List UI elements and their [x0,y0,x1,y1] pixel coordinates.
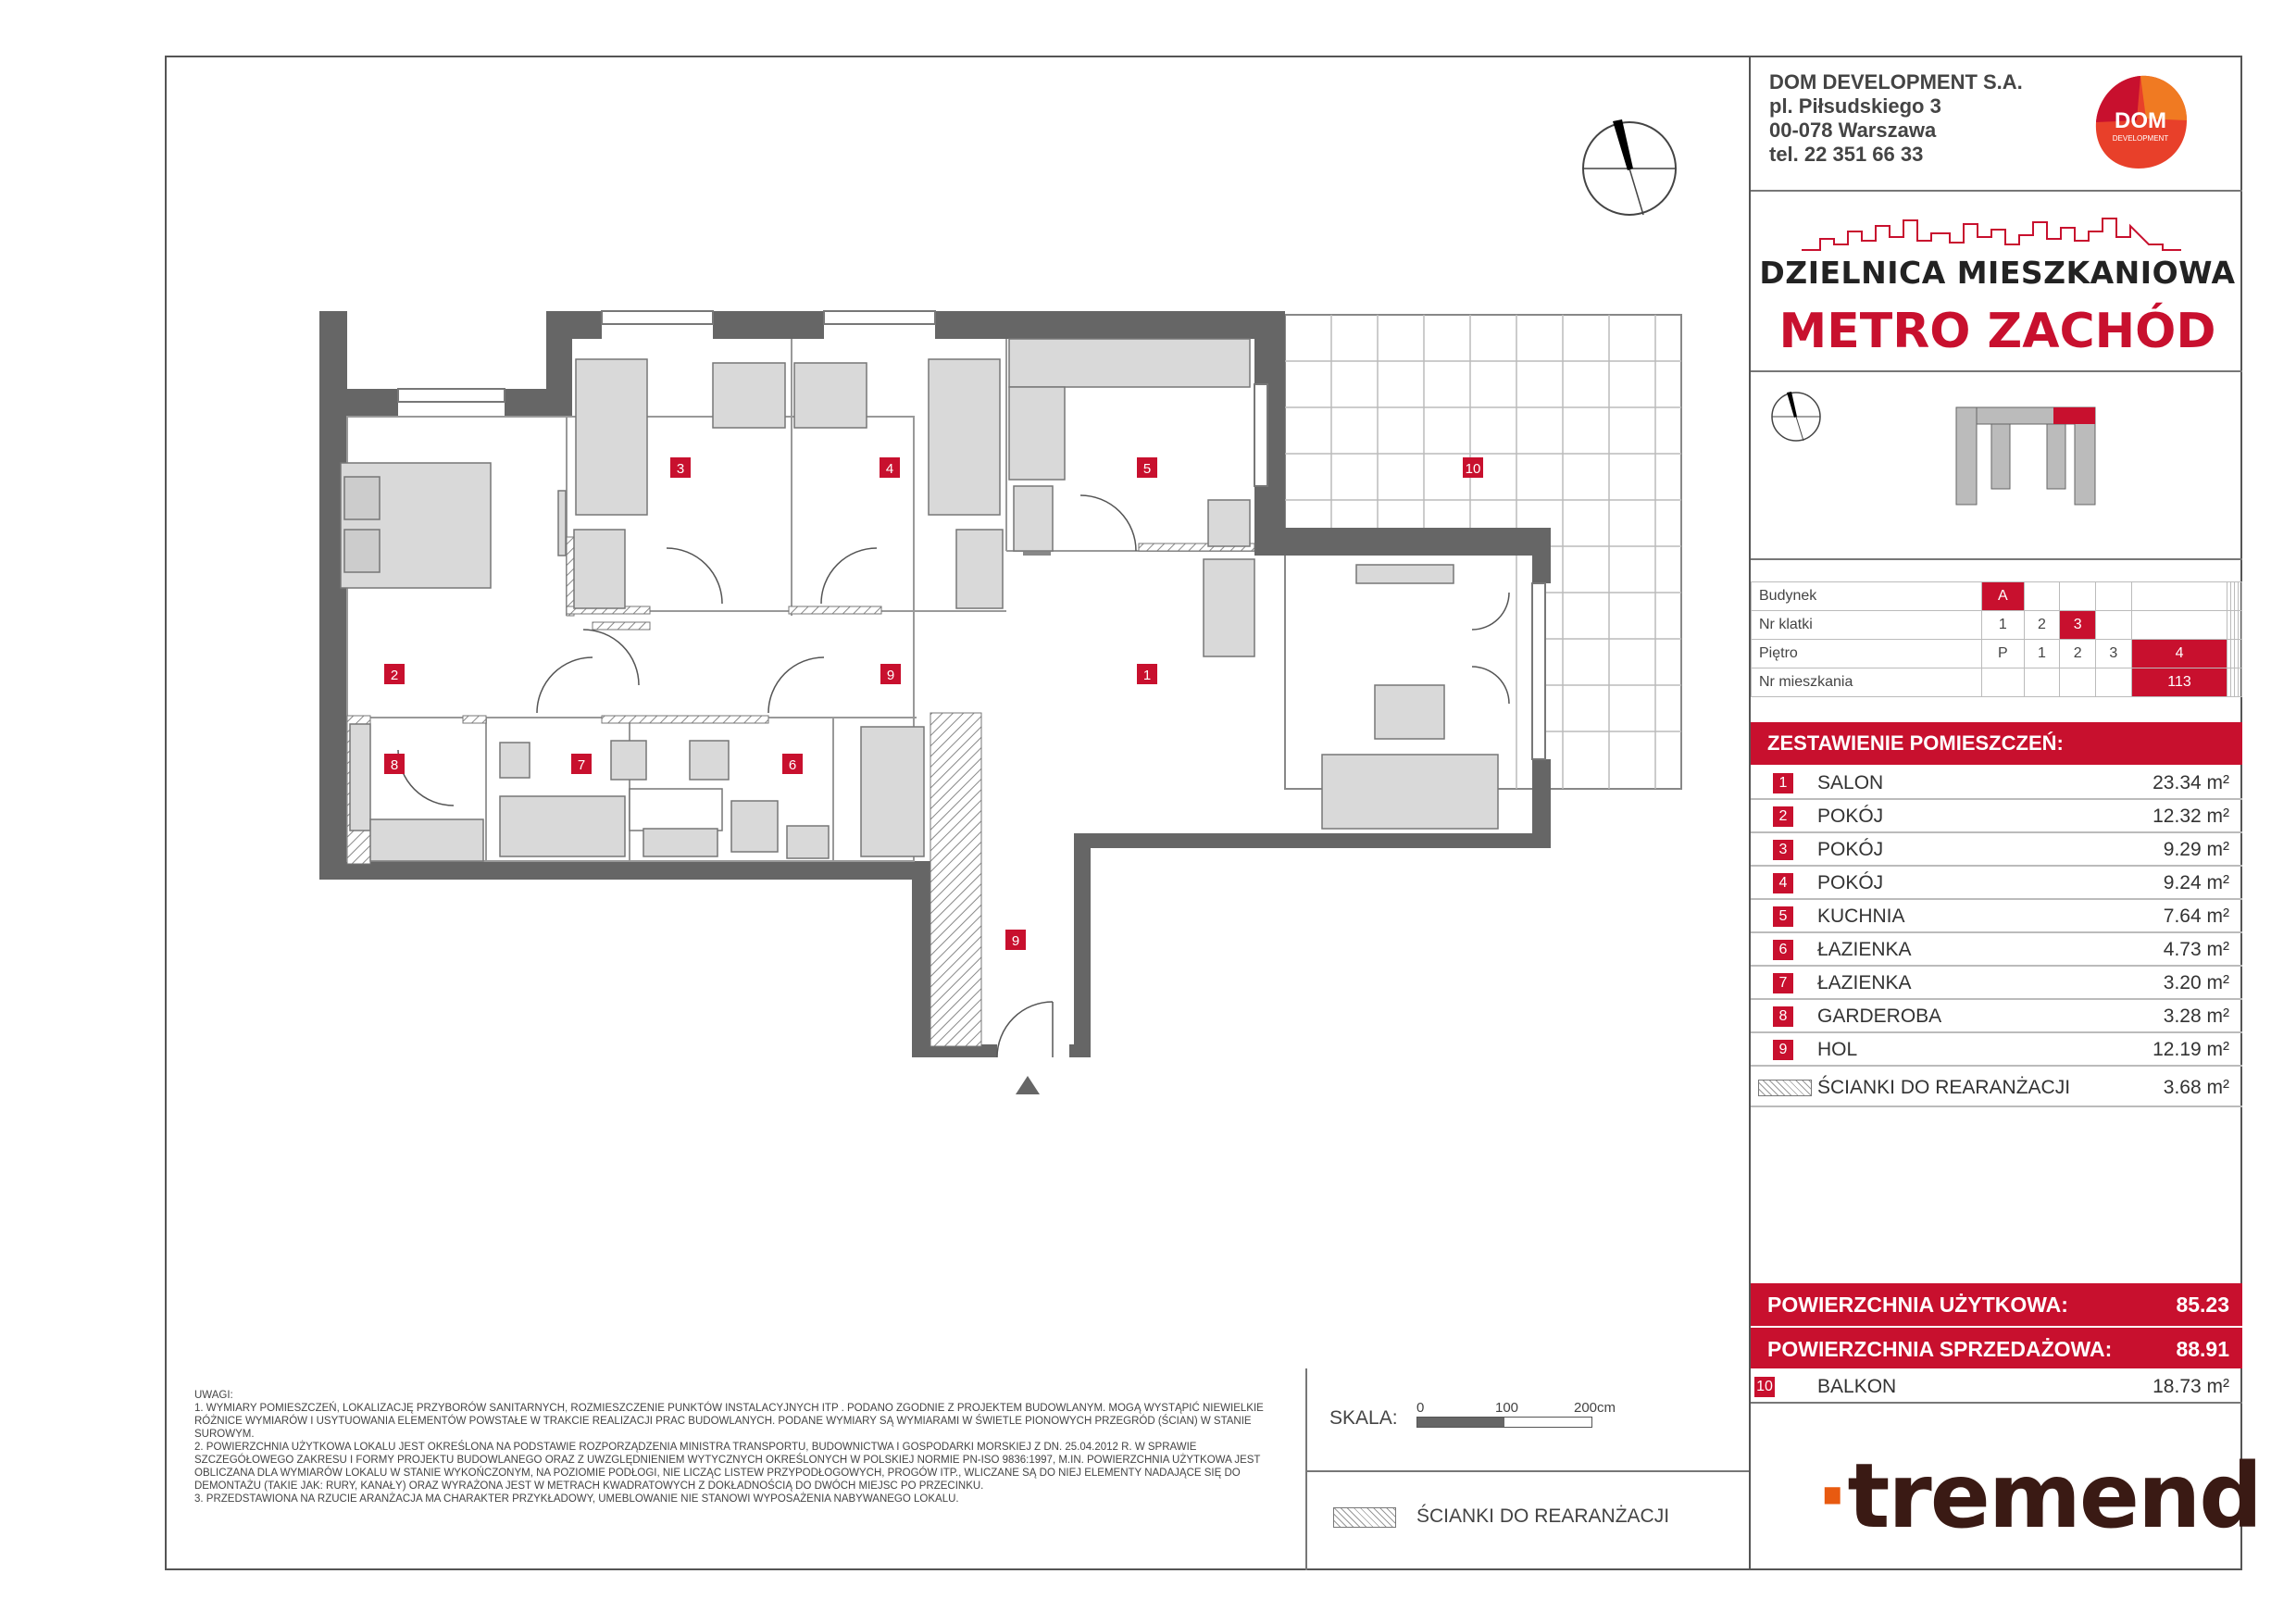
room-num: 2 [1773,806,1793,827]
room-row [1751,833,2242,867]
project-title-line2: METRO ZACHÓD [1778,304,2216,359]
room-num: 1 [1773,773,1793,793]
room-area: 4.73 m² [2163,939,2229,960]
room-row [1751,800,2242,833]
divider [1751,558,2242,560]
room-label-9: 9 [886,668,895,683]
scale-tick-0: 0 [1416,1400,1425,1416]
room-label-8: 8 [390,757,399,773]
info-row-building [1752,582,2242,611]
rearrangeable-partitions [347,537,1254,1046]
room-area: 9.24 m² [2163,872,2229,893]
room-row [1751,1000,2242,1033]
tremend-logo-text: tremend [1847,1444,2262,1548]
room-label-6: 6 [788,757,797,773]
room-area: 12.19 m² [2152,1039,2229,1060]
room-name: ŁAZIENKA [1817,972,1912,993]
apartment-info-table [1751,581,2242,697]
scale-tick-200: 200cm [1574,1400,1616,1416]
company-name: DOM DEVELOPMENT S.A. [1769,70,2023,94]
company-info [1769,70,2023,167]
room-area: 9.29 m² [2163,839,2229,860]
compass-icon [1583,119,1676,215]
room-row [1751,1033,2242,1067]
info-cell: 1 [1982,611,2025,640]
info-cell: 2 [2060,640,2096,668]
note-3: 3. PRZEDSTAWIONA NA RZUCIE ARANŻACJA MA CHARAKTER PRZYKŁADOWY, UMEBLOWANIE NIE STANOWI WYPOSAŻENIA NABYWANEGO LOKALU. [194,1493,959,1505]
room-num: 5 [1773,906,1793,927]
room-label-1: 1 [1142,668,1152,683]
room-name: ŁAZIENKA [1817,939,1912,960]
room-num: 4 [1773,873,1793,893]
sale-area-value: 88.91 [2176,1337,2229,1361]
usable-area-value: 85.23 [2176,1293,2229,1317]
room-num: 3 [1773,840,1793,860]
info-cell: 113 [2131,668,2227,697]
info-row-staircase [1752,611,2242,640]
room-num: 6 [1773,940,1793,960]
balcony-num: 10 [1754,1377,1775,1397]
partitions-name: ŚCIANKI DO REARANŻACJI [1817,1077,2071,1098]
company-address-2: 00-078 Warszawa [1769,119,1937,142]
info-cell: 4 [2131,640,2227,668]
room-row [1751,767,2242,800]
company-phone: tel. 22 351 66 33 [1769,143,1924,166]
room-area: 3.28 m² [2163,1006,2229,1027]
scale-tick-100: 100 [1495,1400,1519,1416]
info-label: Budynek [1752,582,1982,611]
info-row-apartment [1752,668,2242,697]
room-name: POKÓJ [1817,872,1884,893]
sale-area-label: POWIERZCHNIA SPRZEDAŻOWA: [1767,1337,2113,1361]
info-cell: 3 [2096,640,2132,668]
room-label-10: 10 [1465,461,1481,477]
apartment-highlight [2053,407,2095,424]
room-row [1751,967,2242,1000]
usable-area-total [1751,1283,2242,1326]
room-row [1751,867,2242,900]
entrance-arrow-icon [1016,1076,1040,1094]
notes-heading: UWAGI: [194,1390,233,1401]
scale-legend-box [1305,1368,1749,1570]
balcony-area: 18.73 m² [2152,1376,2229,1397]
partitions-area: 3.68 m² [2163,1077,2229,1098]
divider [1751,190,2242,192]
room-row [1751,933,2242,967]
balcony-name: BALKON [1817,1376,1897,1397]
tremend-logo: ·tremend [1816,1444,2262,1548]
room-label-3: 3 [676,461,685,477]
room-name: SALON [1817,772,1884,793]
note-2: 2. POWIERZCHNIA UŻYTKOWA LOKALU JEST OKREŚLONA NA PODSTAWIE ROZPORZĄDZENIA MINISTRA TRANSPORTU, BUDOWNICTWA I GOSPODARKI MORSKIEJ Z DN. 25.04.2012 R. W SPRAWIE SZCZEGÓŁOWEGO ZAKRESU I FORMY PROJEKTU BUDOWLANEGO ORAZ Z UWZGLĘDNIENIEM WYTYCZNYCH OKREŚLONYCH W POLSKIEJ NORMIE PN-ISO 9836:1997, M.IN. POWIERZCHNIA UŻYTKOWA JEST OBLICZANA DLA WYMIARÓW LOKALU W STANIE WYKOŃCZONYM, NA POZIOMIE PODŁOGI, NIE LICZĄC LISTEW PRZYPODŁOGOWYCH, PROGÓW ITP., WLICZANE SĄ DO NIEJ ELEMENTY NADAJĄCE SIĘ DO DEMONTAŻU (TAKIE JAK: RURY, KANAŁY) ORAZ WYRAŻONA JEST W METRACH KWADRATOWYCH Z DOKŁADNOŚCIĄ DO DWÓCH MIEJSC PO PRZECINKU. [194,1442,1261,1492]
info-label: Nr klatki [1752,611,1982,640]
room-label-7: 7 [577,757,586,773]
room-name: POKÓJ [1817,806,1884,827]
room-name: KUCHNIA [1817,906,1905,927]
room-num: 7 [1773,973,1793,993]
room-label-2: 2 [390,668,399,683]
balcony-row [1751,1370,2242,1404]
room-num: 8 [1773,1006,1793,1027]
room-num: 9 [1773,1040,1793,1060]
scale-label: SKALA: [1329,1407,1398,1429]
legend-label: ŚCIANKI DO REARANŻACJI [1416,1505,1670,1527]
project-title-line1: DZIELNICA MIESZKANIOWA [1759,255,2236,291]
divider [1307,1470,1749,1472]
info-label: Piętro [1752,640,1982,668]
room-area: 23.34 m² [2152,772,2229,793]
scale-bar [1416,1417,1592,1428]
building-key-plan [1945,400,2130,511]
room-name: HOL [1817,1039,1858,1060]
room-row [1751,900,2242,933]
room-area: 12.32 m² [2152,806,2229,827]
logo-text-dom: DOM [2115,108,2166,133]
room-name: POKÓJ [1817,839,1884,860]
rooms-heading: ZESTAWIENIE POMIESZCZEŃ: [1751,722,2242,765]
company-address-1: pl. Piłsudskiego 3 [1769,94,1941,118]
dom-development-logo [2090,72,2190,172]
sale-area-total [1751,1326,2242,1368]
info-cell: 3 [2060,611,2096,640]
room-area: 7.64 m² [2163,906,2229,927]
room-area: 3.20 m² [2163,972,2229,993]
info-cell: P [1982,640,2025,668]
room-name: GARDEROBA [1817,1006,1942,1027]
info-label: Nr mieszkania [1752,668,1982,697]
hatch-swatch [1758,1080,1812,1096]
mini-compass-icon [1764,384,1828,449]
room-label-4: 4 [885,461,894,477]
info-cell: 2 [2024,611,2060,640]
info-cell: A [1982,582,2025,611]
info-row-floor [1752,640,2242,668]
hatch-swatch [1333,1507,1396,1528]
note-1: 1. WYMIARY POMIESZCZEŃ, LOKALIZACJĘ PRZYBORÓW SANITARNYCH, ROZMIESZCZENIE PUNKTÓW INSTALACYJNYCH ITP . PODANO ZGODNIE Z PROJEKTEM BUDOWLANYM. MOGĄ WYSTĄPIĆ NIEWIELKIE RÓŻNICE WYMIARÓW I USYTUOWANIA ELEMENTÓW POWSTAŁE W TRAKCIE REALIZACJI PRAC BUDOWLANYCH. PODANE WYMIARY SĄ WYMIARAMI W ŚWIETLE PIONOWYCH PRZEGRÓD (ŚCIAN) W STANIE SUROWYM. [194,1403,1264,1440]
divider [1751,370,2242,372]
notes-block [194,1389,1287,1505]
info-panel [1749,56,2262,1570]
skyline-graphic [1802,213,2190,259]
usable-area-label: POWIERZCHNIA UŻYTKOWA: [1767,1293,2068,1317]
info-cell: 1 [2024,640,2060,668]
room-label-9b: 9 [1011,933,1020,949]
room-label-5: 5 [1142,461,1152,477]
partitions-row [1751,1067,2242,1107]
logo-text-development: DEVELOPMENT [2112,134,2169,143]
